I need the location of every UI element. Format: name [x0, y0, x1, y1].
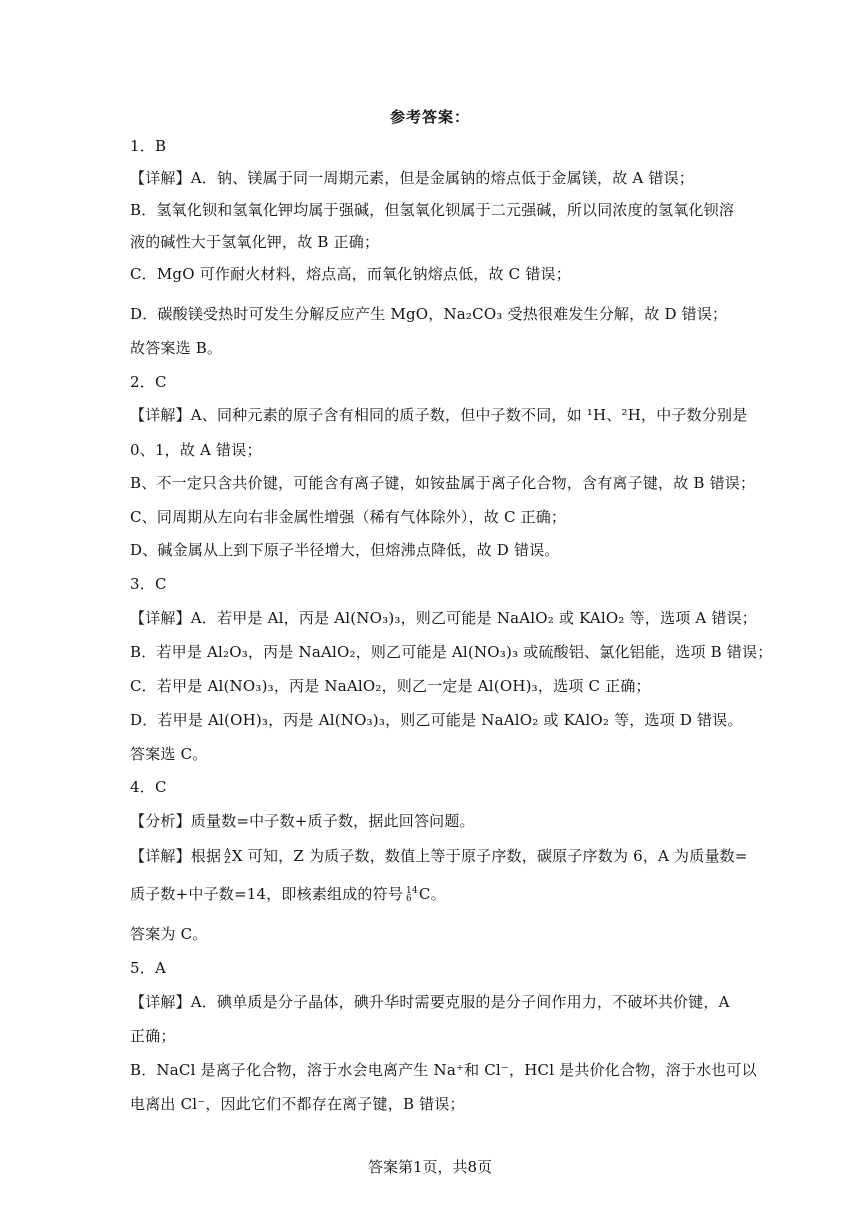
explanation-line: 【详解】A．若甲是 Al，丙是 Al(NO₃)₃，则乙可能是 NaAlO₂ 或 KAlO₂ 等，选项 A 错误； [130, 609, 757, 627]
explanation-line: 【详解】A．钠、镁属于同一周期元素，但是金属钠的熔点低于金属镁，故 A 错误； [130, 169, 695, 187]
explanation-text: 质子数+中子数=14，即核素组成的符号 [130, 885, 404, 903]
explanation-line: 0、1，故 A 错误； [130, 441, 262, 459]
answer-number-1: 1．B [130, 137, 167, 155]
explanation-line [130, 884, 735, 904]
mass-number: 14 [406, 886, 418, 896]
analysis-line: 【分析】质量数=中子数+质子数，据此回答问题。 [130, 812, 475, 830]
conclusion-line: 答案为 C。 [130, 925, 208, 943]
explanation-line: 液的碱性大于氢氧化钾，故 B 正确； [130, 233, 380, 251]
explanation-line: D．碳酸镁受热时可发生分解反应产生 MgO，Na₂CO₃ 受热很难发生分解，故 D 错误； [130, 305, 728, 323]
explanation-line: D．若甲是 Al(OH)₃，丙是 Al(NO₃)₃，则乙可能是 NaAlO₂ 或 KAlO₂ 等，选项 D 错误。 [130, 711, 743, 729]
explanation-line: B．氢氧化钡和氢氧化钾均属于强碱，但氢氧化钡属于二元强碱，所以同浓度的氢氧化钡溶 [130, 201, 735, 219]
answer-number-5: 5．A [130, 959, 166, 977]
atomic-number: Z [224, 856, 231, 866]
page-title: 参考答案： [389, 108, 470, 126]
atomic-number: 6 [406, 894, 412, 904]
mass-number: A [224, 848, 231, 858]
explanation-line: B．NaCl 是离子化合物，溶于水会电离产生 Na⁺和 Cl⁻，HCl 是共价化合物，溶于水也可以 [130, 1061, 757, 1079]
explanation-line: 【详解】A、同种元素的原子含有相同的质子数，但中子数不同，如 ¹H、²H，中子数分别是 [130, 406, 748, 424]
explanation-line: 电离出 Cl⁻，因此它们不都存在离子键，B 错误； [130, 1095, 465, 1113]
explanation-text: 【详解】根据 [130, 847, 222, 865]
isotope-notation-carbon [406, 887, 418, 903]
isotope-notation-generic [224, 849, 231, 865]
explanation-line: C．若甲是 Al(NO₃)₃，丙是 NaAlO₂，则乙一定是 Al(OH)₃，选项 C 正确； [130, 677, 651, 695]
answer-number-4: 4．C [130, 778, 167, 796]
explanation-text: C。 [418, 885, 446, 903]
explanation-line: B、不一定只含共价键，可能含有离子键，如铵盐属于离子化合物，含有离子键，故 B 错误； [130, 474, 756, 492]
page-footer: 答案第1页，共8页 [367, 1158, 493, 1176]
explanation-line: C、同周期从左向右非金属性增强（稀有气体除外），故 C 正确； [130, 508, 567, 526]
conclusion-line: 答案选 C。 [130, 745, 208, 763]
explanation-line: 【详解】A．碘单质是分子晶体，碘升华时需要克服的是分子间作用力，不破坏共价键，A [130, 993, 730, 1011]
explanation-line: 正确； [130, 1027, 176, 1045]
explanation-line: C．MgO 可作耐火材料，熔点高，而氧化钠熔点低，故 C 错误； [130, 265, 571, 283]
explanation-text: X 可知，Z 为质子数，数值上等于原子序数，碳原子序数为 6，A 为质量数= [231, 847, 748, 865]
answer-number-3: 3．C [130, 575, 167, 593]
explanation-line: D、碱金属从上到下原子半径增大，但熔沸点降低，故 D 错误。 [130, 541, 560, 559]
answer-number-2: 2．C [130, 373, 167, 391]
conclusion-line: 故答案选 B。 [130, 339, 223, 357]
explanation-line [130, 846, 748, 866]
explanation-line: B．若甲是 Al₂O₃，丙是 NaAlO₂，则乙可能是 Al(NO₃)₃ 或硫酸铝、氯化铝能，选项 B 错误； [130, 643, 773, 661]
